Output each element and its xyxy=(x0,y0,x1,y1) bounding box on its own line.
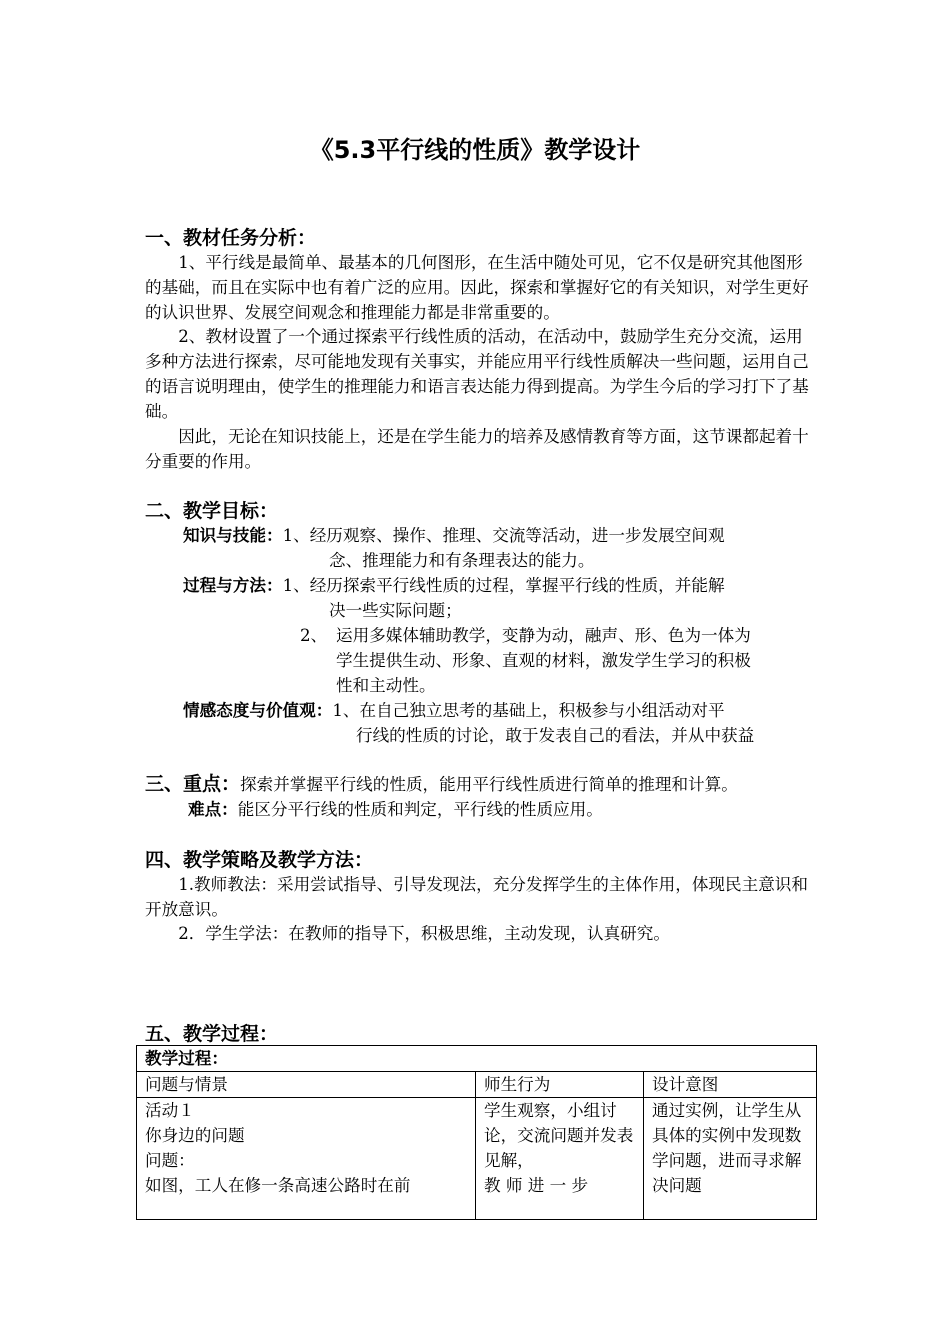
analysis-paragraph-2: 2、教材设置了一个通过探索平行线性质的活动，在活动中，鼓励学生充分交流，运用多种方法进行探索，尽可能地发现有关事实，并能应用平行线性质解决一些问题，运用自己的语言说明理由，使学生的推理能力和语言表达能力得到提高。为学生今后的学习打下了基础。 xyxy=(145,327,809,421)
knowledge-objective-line1 xyxy=(183,523,725,548)
column-header-problem: 问题与情景 xyxy=(137,1072,476,1098)
table-header-row xyxy=(137,1072,817,1098)
process2-text-3: 性和主动性。 xyxy=(336,676,436,695)
section-heading-process: 五、教学过程： xyxy=(145,1023,279,1045)
section-heading-analysis: 一、教材任务分析： xyxy=(145,227,317,249)
key-point-text: 探索并掌握平行线的性质，能用平行线性质进行简单的推理和计算。 xyxy=(240,775,738,794)
analysis-paragraph-3: 因此，无论在知识技能上，还是在学生能力的培养及感情教育等方面，这节课都起着十分重要的作用。 xyxy=(145,427,809,471)
strategy-paragraph-2: 2．学生学法：在教师的指导下，积极思维，主动发现，认真研究。 xyxy=(178,924,670,943)
process2-number: 2、 xyxy=(300,626,328,645)
intent-cell: 通过实例，让学生从具体的实例中发现数学问题，进而寻求解决问题 xyxy=(644,1098,817,1220)
section-heading-key-point: 三、重点： xyxy=(145,773,241,795)
process-label: 过程与方法： xyxy=(183,576,283,595)
emotion-text-2: 行线的性质的讨论，敢于发表自己的看法，并从中获益 xyxy=(356,726,755,745)
column-header-intent: 设计意图 xyxy=(644,1072,817,1098)
knowledge-label: 知识与技能： xyxy=(183,526,283,545)
process-objective-line1 xyxy=(183,573,725,598)
knowledge-text-1: 1、经历观察、操作、推理、交流等活动，进一步发展空间观 xyxy=(282,526,725,545)
knowledge-text-2: 念、推理能力和有条理表达的能力。 xyxy=(329,551,595,570)
difficulty-label: 难点： xyxy=(188,800,238,819)
table-title-row xyxy=(137,1046,817,1072)
analysis-paragraph-1: 1、平行线是最简单、最基本的几何图形，在生活中随处可见，它不仅是研究其他图形的基础，而且在实际中也有着广泛的应用。因此，探索和掌握好它的有关知识，对学生更好的认识世界、发展空间观念和推理能力都是非常重要的。 xyxy=(145,253,809,322)
emotion-text-1: 1、在自己独立思考的基础上，积极参与小组活动对平 xyxy=(332,701,725,720)
difficulty-text: 能区分平行线的性质和判定，平行线的性质应用。 xyxy=(237,800,603,819)
strategy-paragraph-1: 1.教师教法：采用尝试指导、引导发现法，充分发挥学生的主体作用，体现民主意识和开放意识。 xyxy=(145,875,808,919)
emotion-label: 情感态度与价值观： xyxy=(183,701,333,720)
section-heading-strategy: 四、教学策略及教学方法： xyxy=(145,849,374,871)
process2-text-2: 学生提供生动、形象、直观的材料，激发学生学习的积极 xyxy=(336,651,751,670)
activity-cell: 活动１ 你身边的问题 问题： 如图，工人在修一条高速公路时在前 xyxy=(137,1098,476,1220)
column-header-behavior: 师生行为 xyxy=(476,1072,644,1098)
process-text-1: 1、经历探索平行线性质的过程，掌握平行线的性质，并能解 xyxy=(282,576,725,595)
process2-text-1: 运用多媒体辅助教学，变静为动，融声、形、色为一体为 xyxy=(336,626,751,645)
teaching-process-table xyxy=(136,1045,817,1220)
table-row xyxy=(137,1098,817,1220)
section-heading-objectives: 二、教学目标： xyxy=(145,500,279,522)
key-point-line xyxy=(145,772,738,797)
process-text-2: 决一些实际问题； xyxy=(329,601,462,620)
document-title: 《5.3平行线的性质》教学设计 xyxy=(309,136,641,164)
behavior-cell: 学生观察，小组讨论，交流问题并发表见解， 教 师 进 一 步 xyxy=(476,1098,644,1220)
emotion-objective-line1 xyxy=(183,698,725,723)
difficulty-line xyxy=(188,797,603,822)
table-title: 教学过程： xyxy=(137,1046,817,1072)
